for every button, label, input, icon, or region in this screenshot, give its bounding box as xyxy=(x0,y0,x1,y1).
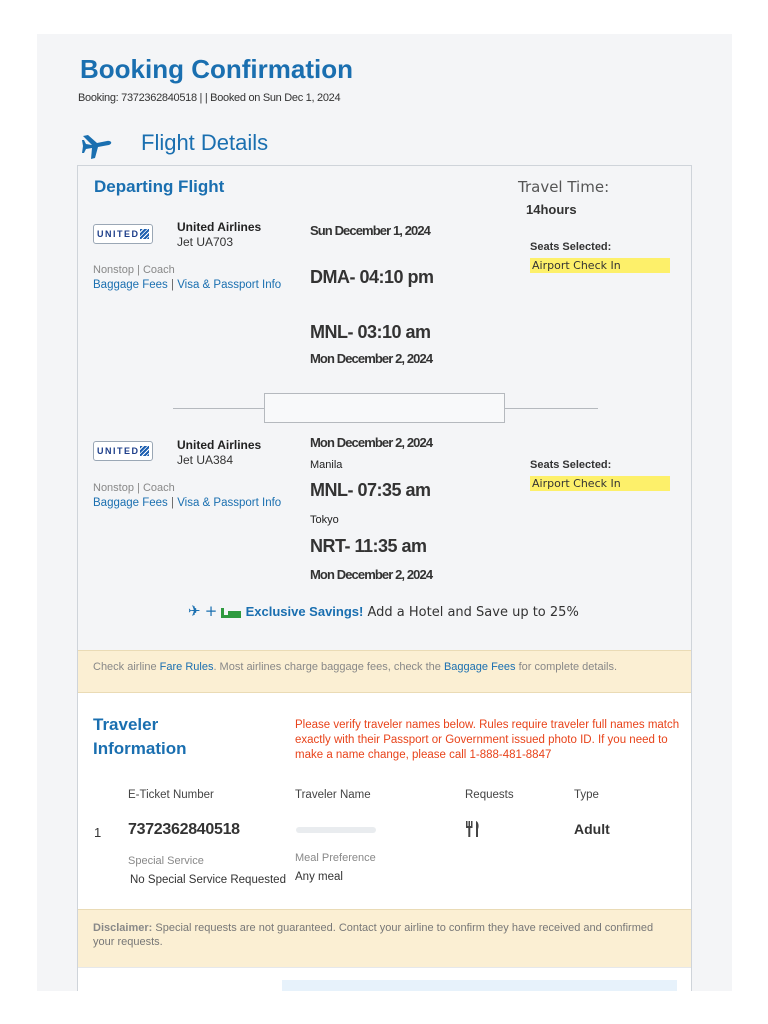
booking-info: Booking: 7372362840518 | | Booked on Sun Dec 1, 2024 xyxy=(78,92,341,104)
baggage-fees-link[interactable]: Baggage Fees xyxy=(443,661,516,673)
arrive-time: NRT- 11:35 am xyxy=(310,536,427,556)
fare-notice-prefix: Check airline xyxy=(93,661,160,673)
visa-passport-link[interactable]: Visa & Passport Info xyxy=(177,497,282,509)
traveler-row-number: 1 xyxy=(94,825,102,840)
stops-class: Nonstop | Coach xyxy=(93,482,175,494)
traveler-type: Adult xyxy=(574,821,610,837)
depart-date: Mon December 2, 2024 xyxy=(310,435,433,450)
united-logo xyxy=(93,441,153,461)
special-service-label: Special Service xyxy=(128,855,204,867)
travel-time-label: Travel Time: xyxy=(518,178,610,196)
segment-links: Baggage Fees | Visa & Passport Info xyxy=(93,497,282,509)
fare-notice-suffix: for complete details. xyxy=(515,661,618,673)
bottom-info-box xyxy=(282,980,677,991)
requests-column-header: Requests xyxy=(465,789,514,801)
eticket-column-header: E-Ticket Number xyxy=(128,789,214,801)
united-logo xyxy=(93,224,153,244)
departing-flight-title: Departing Flight xyxy=(94,177,225,196)
plus-icon: + xyxy=(204,602,218,620)
depart-time: DMA- 04:10 pm xyxy=(310,267,434,287)
travel-time-value: 14hours xyxy=(526,202,577,217)
savings-text: Add a Hotel and Save up to 25% xyxy=(363,605,579,620)
depart-time: MNL- 07:35 am xyxy=(310,480,431,500)
special-service-value: No Special Service Requested xyxy=(130,874,286,886)
name-verification-warning: Please verify traveler names below. Rules require traveler full names match exactly with their Passport or Government issued photo ID. If you need to make a name change, please call 1-888-481-8847 xyxy=(295,719,680,761)
meal-preference-label: Meal Preference xyxy=(295,852,376,864)
disclaimer-notice xyxy=(78,909,691,967)
fare-rules-link[interactable]: Fare Rules xyxy=(159,661,214,673)
airline-name: United Airlines xyxy=(177,438,262,452)
hotel-savings-promo[interactable] xyxy=(188,602,579,620)
seats-value: Airport Check In xyxy=(530,476,670,491)
flight-panel xyxy=(77,165,692,991)
traveler-information-title xyxy=(93,713,187,761)
hotel-bed-icon xyxy=(221,608,241,618)
depart-date: Sun December 1, 2024 xyxy=(310,223,431,238)
fare-rules-notice xyxy=(78,650,691,693)
meal-fork-knife-icon xyxy=(464,821,482,837)
depart-city: Manila xyxy=(310,459,343,471)
traveler-name-redacted xyxy=(296,827,376,833)
traveler-title-line1: Traveler xyxy=(93,715,159,734)
stops-class: Nonstop | Coach xyxy=(93,264,175,276)
seats-label: Seats Selected: xyxy=(530,459,612,471)
segment-links: Baggage Fees | Visa & Passport Info xyxy=(93,279,282,291)
arrive-date: Mon December 2, 2024 xyxy=(310,351,433,366)
traveler-title-line2: Information xyxy=(93,739,187,758)
flight-details-title: Flight Details xyxy=(141,130,269,155)
airplane-icon: ✈ xyxy=(188,602,201,620)
airplane-icon xyxy=(81,130,113,162)
bottom-section xyxy=(78,967,691,991)
flight-number: Jet UA703 xyxy=(177,235,234,249)
page-title: Booking Confirmation xyxy=(80,54,353,84)
united-globe-icon xyxy=(140,229,149,239)
logo-text: UNITED xyxy=(97,446,140,456)
type-column-header: Type xyxy=(574,789,599,801)
disclaimer-text: Special requests are not guaranteed. Contact your airline to confirm they have received and confirmed your requests. xyxy=(93,922,654,948)
visa-passport-link[interactable]: Visa & Passport Info xyxy=(177,279,282,291)
baggage-fees-link[interactable]: Baggage Fees xyxy=(93,497,168,509)
arrive-time: MNL- 03:10 am xyxy=(310,322,431,342)
meal-preference-value: Any meal xyxy=(295,871,343,883)
booking-page xyxy=(37,34,732,991)
seats-label: Seats Selected: xyxy=(530,241,612,253)
eticket-number: 7372362840518 xyxy=(128,821,240,838)
arrive-city: Tokyo xyxy=(310,514,339,526)
airline-name: United Airlines xyxy=(177,220,262,234)
united-globe-icon xyxy=(140,446,149,456)
traveler-information-section xyxy=(78,693,691,909)
fare-notice-middle: . Most airlines charge baggage fees, check the xyxy=(213,661,444,673)
flight-number: Jet UA384 xyxy=(177,453,234,467)
exclusive-savings-label: Exclusive Savings! xyxy=(245,604,364,619)
logo-text: UNITED xyxy=(97,229,140,239)
seats-value: Airport Check In xyxy=(530,258,670,273)
disclaimer-label: Disclaimer: xyxy=(93,922,153,934)
layover-box xyxy=(264,393,505,423)
baggage-fees-link[interactable]: Baggage Fees xyxy=(93,279,168,291)
traveler-name-column-header: Traveler Name xyxy=(295,789,371,801)
arrive-date: Mon December 2, 2024 xyxy=(310,567,433,582)
